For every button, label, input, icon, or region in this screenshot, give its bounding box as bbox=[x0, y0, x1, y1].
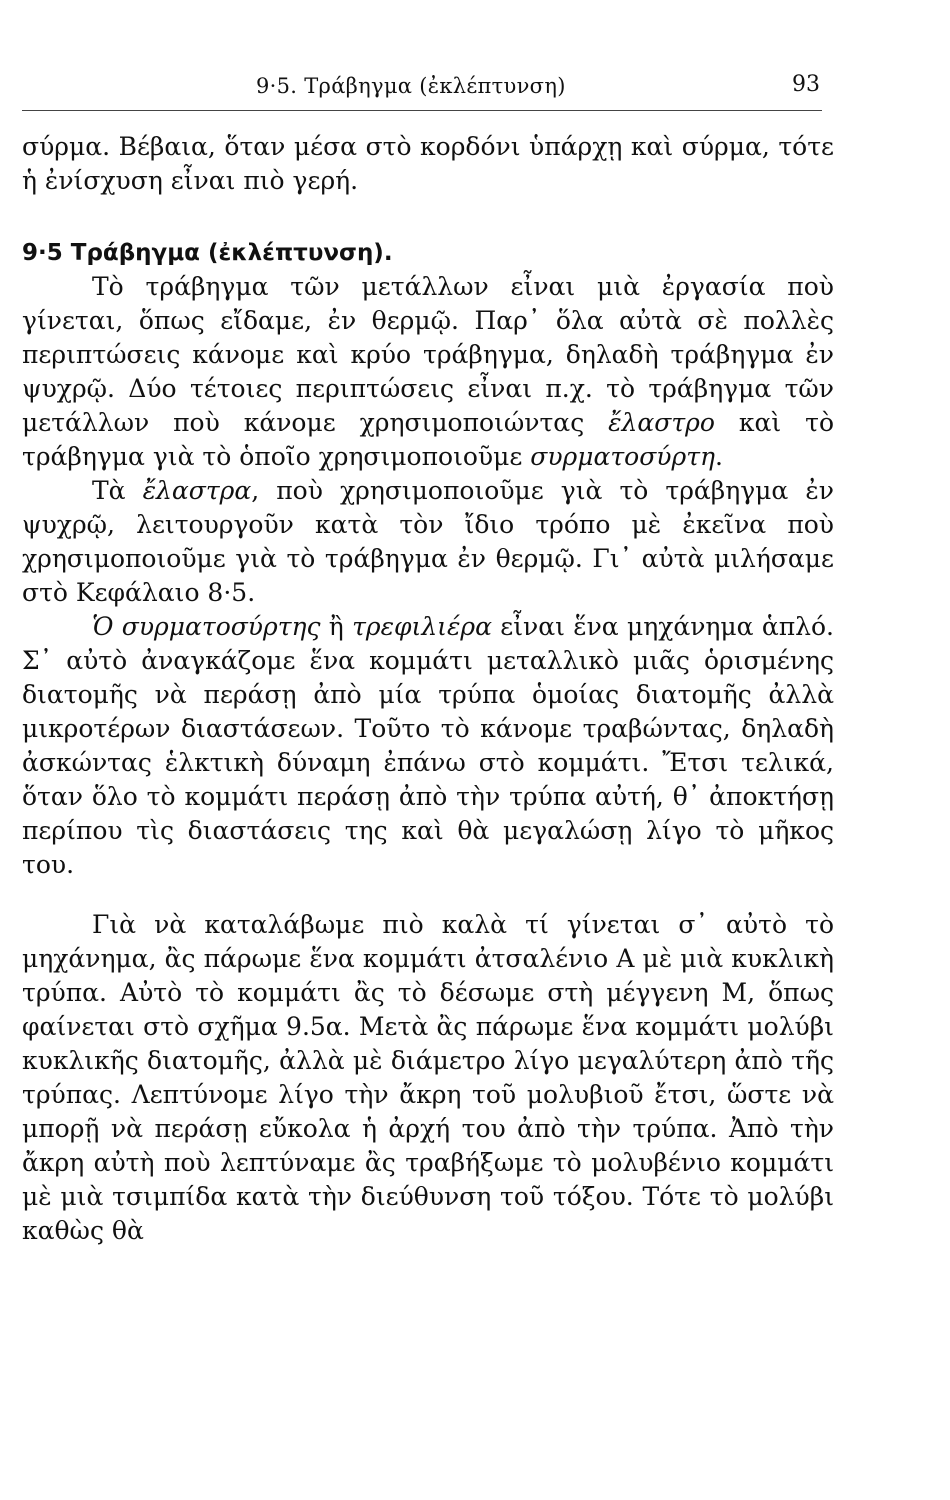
body-text bbox=[22, 130, 834, 1248]
paragraph-2-text-b: , ποὺ χρησιμοποιοῦμε γιὰ τὸ τράβηγμα ἐν ψυχρῷ, λειτουργοῦν κατὰ τὸν ἴδιο τρόπο μὲ ἐκεῖνα ποὺ χρησιμοποιοῦμε γιὰ τὸ τράβηγμα ἐν θερμῷ. Γι᾽ αὐτὰ μιλήσαμε στὸ Κεφάλαιο 8·5. bbox=[22, 476, 834, 607]
running-head: 9·5. Τράβηγμα (ἐκλέπτυνση) bbox=[256, 74, 566, 98]
term-elastro: ἔλαστρο bbox=[608, 408, 715, 437]
term-elastra: ἔλαστρα bbox=[142, 476, 252, 505]
paragraph-3-text-a: ἢ bbox=[320, 612, 353, 641]
paragraph-1-text-a: Τὸ τράβηγμα τῶν μετάλλων εἶναι μιὰ ἐργασία ποὺ γίνεται, ὅπως εἴδαμε, ἐν θερμῷ. Παρ᾽ ὅλα αὐτὰ σὲ πολλὲς περιπτώσεις κάνομε καὶ κρύο τράβηγμα, δηλαδὴ τράβηγμα ἐν ψυχρῷ. Δύο τέτοιες περιπτώσεις εἶναι π.χ. τὸ τράβηγμα τῶν μετάλλων ποὺ κάνομε χρησιμοποιώντας bbox=[22, 272, 834, 437]
term-syrmatosyrtis: συρματοσύρτη bbox=[530, 442, 716, 471]
section-heading: 9·5 Τράβηγμα (ἐκλέπτυνση). bbox=[22, 240, 393, 266]
page-number: 93 bbox=[792, 72, 820, 97]
carryover-paragraph: σύρμα. Βέβαια, ὅταν μέσα στὸ κορδόνι ὑπάρχῃ καὶ σύρμα, τότε ἡ ἐνίσχυση εἶναι πιὸ γερή. bbox=[22, 132, 834, 195]
paragraph-2 bbox=[22, 474, 834, 610]
paragraph-1-text-c: . bbox=[715, 442, 723, 471]
paragraph-1-text-b: καὶ τὸ τράβηγμα γιὰ τὸ ὁποῖο χρησιμοποιοῦμε bbox=[22, 408, 834, 471]
paragraph-1 bbox=[22, 270, 834, 474]
paragraph-3 bbox=[22, 610, 834, 882]
term-trefiliera: τρεφιλιέρα bbox=[352, 612, 492, 641]
paragraph-2-text-a: Τὰ bbox=[92, 476, 143, 505]
paragraph-4: Γιὰ νὰ καταλάβωμε πιὸ καλὰ τί γίνεται σ᾽ αὐτὸ τὸ μηχάνημα, ἂς πάρωμε ἕνα κομμάτι ἀτσαλένιο Α μὲ μιὰ κυκλικὴ τρύπα. Αὐτὸ τὸ κομμάτι ἂς τὸ δέσωμε στὴ μέγγενη Μ, ὅπως φαίνεται στὸ σχῆμα 9.5α. Μετὰ ἂς πάρωμε ἕνα κομμάτι μολύβι κυκλικῆς διατομῆς, ἀλλὰ μὲ διάμετρο λίγο μεγαλύτερη ἀπὸ τῆς τρύπας. Λεπτύνομε λίγο τὴν ἄκρη τοῦ μολυβιοῦ ἔτσι, ὥστε νὰ μπορῇ νὰ περάσῃ εὔκολα ἡ ἀρχή του ἀπὸ τὴν τρύπα. Ἀπὸ τὴν ἄκρη αὐτὴ ποὺ λεπτύναμε ἂς τραβήξωμε τὸ μολυβένιο κομμάτι μὲ μιὰ τσιμπίδα κατὰ τὴν διεύθυνση τοῦ τόξου. Τότε τὸ μολύβι καθὼς θὰ bbox=[22, 910, 834, 1245]
paragraph-3-text-b: εἶναι ἕνα μηχάνημα ἁπλό. Σ᾽ αὐτὸ ἀναγκάζομε ἕνα κομμάτι μεταλλικὸ μιᾶς ὁρισμένης διατομῆς νὰ περάσῃ ἀπὸ μία τρύπα ὁμοίας διατομῆς ἀλλὰ μικροτέρων διαστάσεων. Τοῦτο τὸ κάνομε τραβώντας, δηλαδὴ ἀσκώντας ἑλκτικὴ δύναμη ἐπάνω στὸ κομμάτι. Ἔτσι τελικά, ὅταν ὅλο τὸ κομμάτι περάσῃ ἀπὸ τὴν τρύπα αὐτή, θ᾽ ἀποκτήσῃ περίπου τὶς διαστάσεις της καὶ θὰ μεγαλώσῃ λίγο τὸ μῆκος του. bbox=[22, 612, 834, 879]
header-rule bbox=[22, 110, 822, 111]
term-o-syrmatosyrtis: Ὁ συρματοσύρτης bbox=[92, 612, 321, 641]
